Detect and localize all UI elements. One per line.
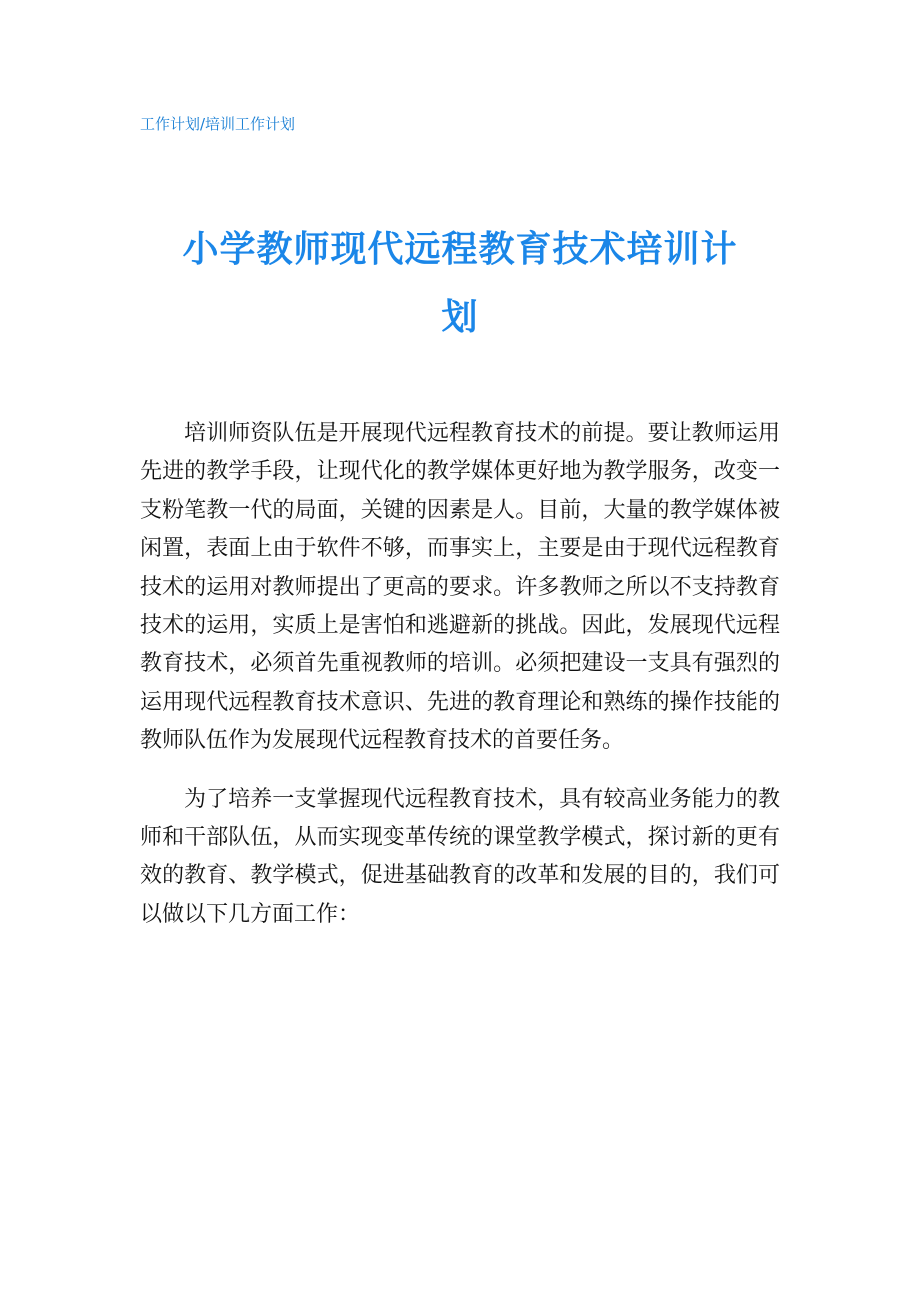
title-line-1: 小学教师现代远程教育技术培训计: [182, 229, 738, 270]
title-line-2: 划: [441, 297, 479, 338]
breadcrumb-link[interactable]: 工作计划/培训工作计划: [140, 115, 296, 133]
document-title: [140, 216, 780, 352]
paragraph-2: 为了培养一支掌握现代远程教育技术，具有较高业务能力的教师和干部队伍，从而实现变革传统的课堂教学模式，探讨新的更有效的教育、教学模式，促进基础教育的改革和发展的目的，我们可以做以下几方面工作：: [140, 786, 780, 927]
paragraph-1: 培训师资队伍是开展现代远程教育技术的前提。要让教师运用先进的教学手段，让现代化的教学媒体更好地为教学服务，改变一支粉笔教一代的局面，关键的因素是人。目前，大量的教学媒体被闲置，表面上由于软件不够，而事实上，主要是由于现代远程教育技术的运用对教师提出了更高的要求。许多教师之所以不支持教育技术的运用，实质上是害怕和逃避新的挑战。因此，发展现代远程教育技术，必须首先重视教师的培训。必须把建设一支具有强烈的运用现代远程教育技术意识、先进的教育理论和熟练的操作技能的教师队伍作为发展现代远程教育技术的首要任务。: [140, 421, 780, 754]
document-body: [140, 415, 780, 934]
